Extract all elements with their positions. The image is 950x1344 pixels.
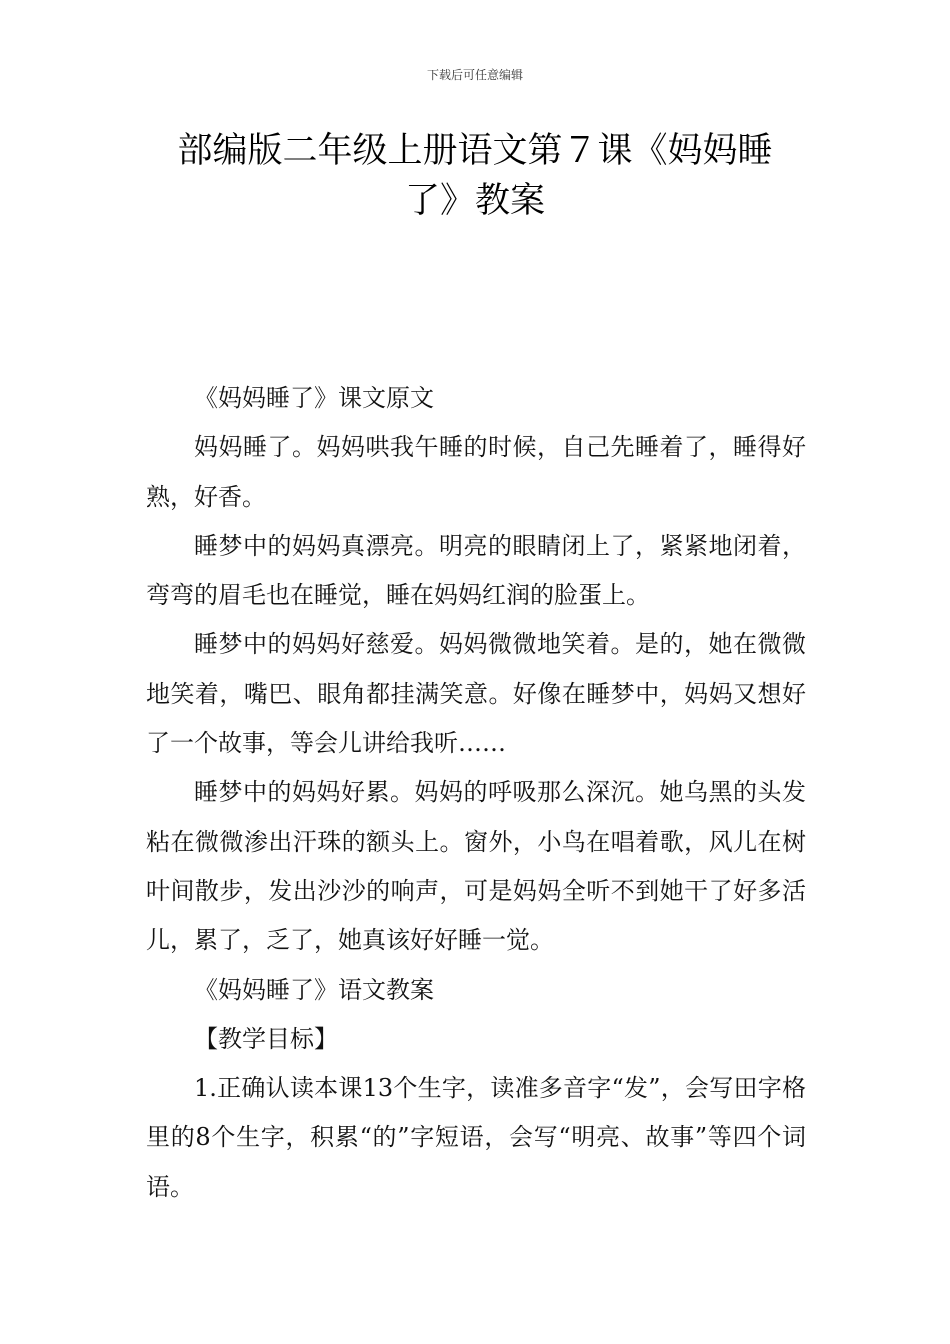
document-title	[150, 126, 800, 226]
paragraph: 妈妈睡了。妈妈哄我午睡的时候，自己先睡着了，睡得好熟，好香。	[146, 433, 806, 511]
paragraph: 睡梦中的妈妈好累。妈妈的呼吸那么深沉。她乌黑的头发粘在微微渗出汗珠的额头上。窗外，小鸟在唱着歌，风儿在树叶间散步，发出沙沙的响声，可是妈妈全听不到她干了好多活儿，累了，乏了，她真该好好睡一觉。	[146, 778, 806, 955]
objective-item: 1.正确认读本课13个生字，读准多音字“发”，会写田字格里的8个生字，积累“的”字短语，会写“明亮、故事”等四个词语。	[146, 1074, 806, 1201]
title-line-1: 部编版二年级上册语文第７课《妈妈睡	[177, 131, 773, 171]
paragraph: 睡梦中的妈妈真漂亮。明亮的眼睛闭上了，紧紧地闭着，弯弯的眉毛也在睡觉，睡在妈妈红润的脸蛋上。	[146, 531, 806, 610]
section-heading-original-text: 《妈妈睡了》课文原文	[194, 384, 434, 412]
section-heading-objectives: 【教学目标】	[194, 1024, 338, 1053]
paragraph: 睡梦中的妈妈好慈爱。妈妈微微地笑着。是的，她在微微地笑着，嘴巴、眼角都挂满笑意。好像在睡梦中，妈妈又想好了一个故事，等会儿讲给我听……	[146, 630, 806, 758]
header-note: 下载后可任意编辑	[426, 68, 523, 82]
document-body	[146, 374, 806, 1212]
section-heading-lesson-plan: 《妈妈睡了》语文教案	[194, 975, 434, 1004]
title-line-2: 了》教案	[404, 181, 545, 221]
